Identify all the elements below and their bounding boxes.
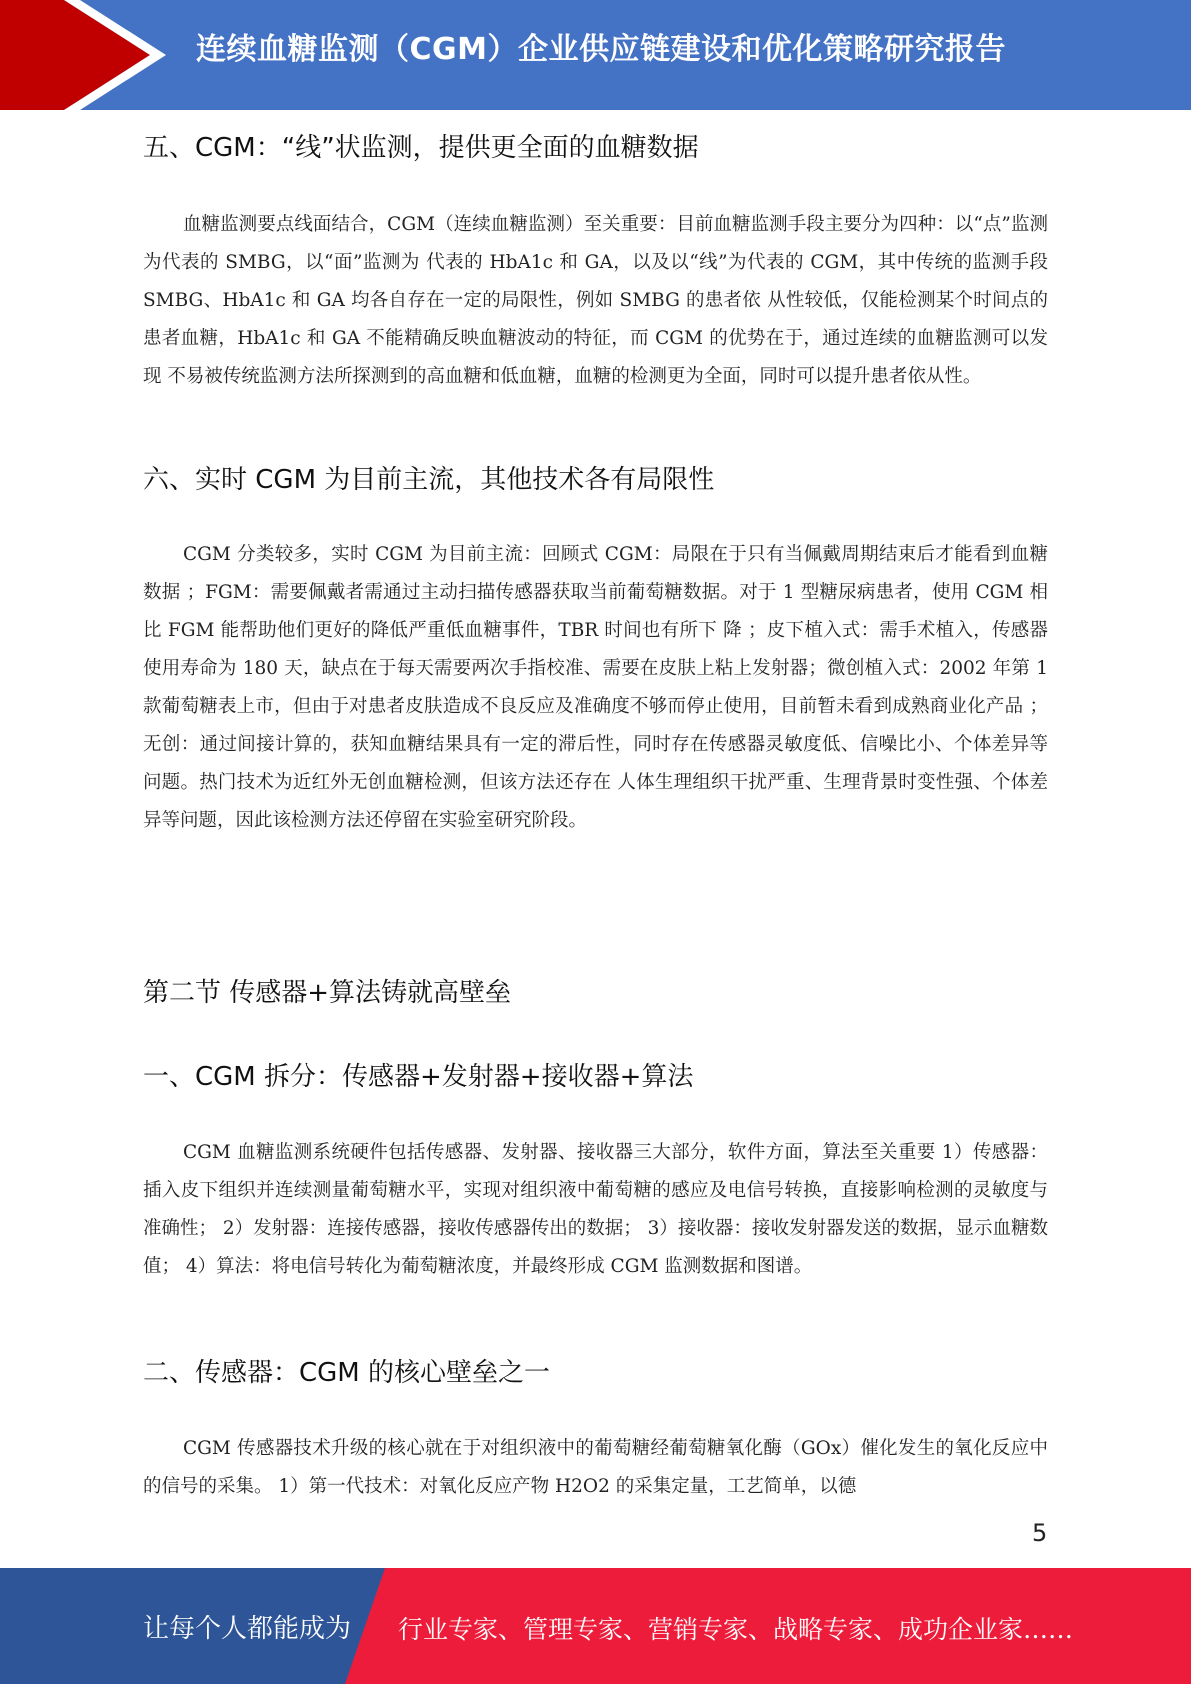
report-title: 连续血糖监测（CGM）企业供应链建设和优化策略研究报告 <box>196 32 1006 67</box>
section-1-paragraph: CGM 血糖监测系统硬件包括传感器、发射器、接收器三大部分，软件方面，算法至关重要 1）传感器：插入皮下组织并连续测量葡萄糖水平，实现对组织液中葡萄糖的感应及电信号转换，直接影响检测的灵敏度与准确性； 2）发射器：连接传感器，接收传感器传出的数据； 3）接收器：接收发射器发送的数据，显示血糖数值； 4）算法：将电信号转化为葡萄糖浓度，并最终形成 CGM 监测数据和图谱。 <box>143 1142 1048 1277</box>
footer-banner <box>0 1568 1191 1684</box>
page-number: 5 <box>1032 1519 1048 1547</box>
chapter-heading-section-2: 第二节 传感器+算法铸就高壁垒 <box>143 978 512 1008</box>
header-banner <box>0 0 1191 110</box>
section-6-paragraph: CGM 分类较多，实时 CGM 为目前主流：回顾式 CGM：局限在于只有当佩戴周期结束后才能看到血糖数据 ；FGM：需要佩戴者需通过主动扫描传感器获取当前葡萄糖数据。对于 1 型糖尿病患者，使用 CGM 相比 FGM 能帮助他们更好的降低严重低血糖事件，TBR 时间也有所下 降 ；皮下植入式：需手术植入，传感器使用寿命为 180 天，缺点在于每天需要两次手指校准、需要在皮肤上粘上发射器；微创植入式：2002 年第 1 款葡萄糖表上市，但由于对患者皮肤造成不良反应及准确度不够而停止使用，目前暂未看到成熟商业化产品 ；无创：通过间接计算的，获知血糖结果具有一定的滞后性，同时存在传感器灵敏度低、信噪比小、个体差异等问题。热门技术为近红外无创血糖检测，但该方法还存在 人体生理组织干扰严重、生理背景时变性强、个体差异等问题，因此该检测方法还停留在实验室研究阶段。 <box>143 544 1048 831</box>
section-heading-2: 二、传感器：CGM 的核心壁垒之一 <box>143 1358 550 1388</box>
section-5-paragraph: 血糖监测要点线面结合，CGM（连续血糖监测）至关重要：目前血糖监测手段主要分为四种：以“点”监测为代表的 SMBG，以“面”监测为 代表的 HbA1c 和 GA，以及以“线”为代表的 CGM，其中传统的监测手段 SMBG、HbA1c 和 GA 均各自存在一定的局限性，例如 SMBG 的患者依 从性较低，仅能检测某个时间点的患者血糖，HbA1c 和 GA 不能精确反映血糖波动的特征，而 CGM 的优势在于，通过连续的血糖监测可以发现 不易被传统监测方法所探测到的高血糖和低血糖，血糖的检测更为全面，同时可以提升患者依从性。 <box>143 214 1048 387</box>
section-heading-1: 一、CGM 拆分：传感器+发射器+接收器+算法 <box>143 1062 694 1092</box>
section-heading-6: 六、实时 CGM 为目前主流，其他技术各有局限性 <box>143 465 715 495</box>
footer-slogan-right: 行业专家、管理专家、营销专家、战略专家、成功企业家…… <box>398 1615 1074 1644</box>
section-heading-5: 五、CGM：“线”状监测，提供更全面的血糖数据 <box>143 133 699 163</box>
section-2-paragraph: CGM 传感器技术升级的核心就在于对组织液中的葡萄糖经葡萄糖氧化酶（GOx）催化发生的氧化反应中的信号的采集。 1）第一代技术：对氧化反应产物 H2O2 的采集定量，工艺简单，以德 <box>143 1438 1048 1497</box>
footer-slogan-left: 让每个人都能成为 <box>143 1614 352 1644</box>
